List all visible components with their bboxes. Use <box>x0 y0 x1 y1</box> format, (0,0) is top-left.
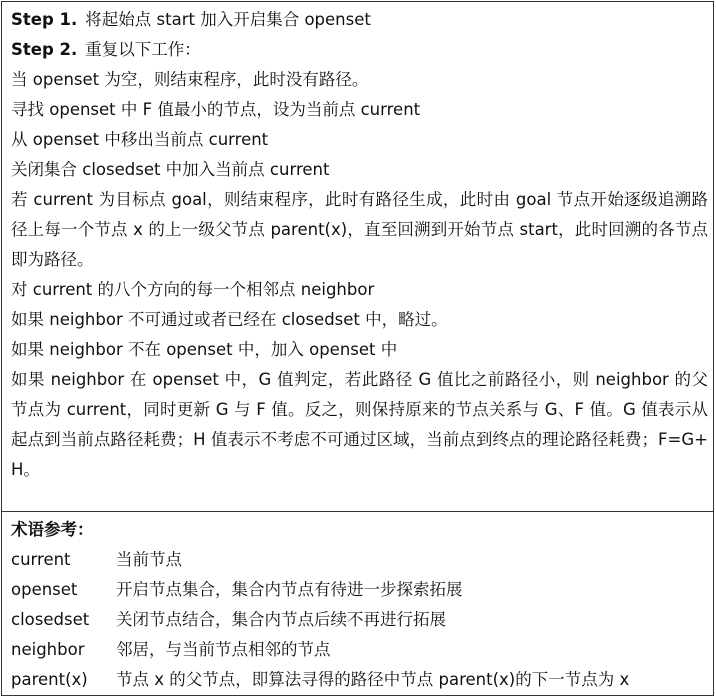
body-line-add-closedset: 关闭集合 closedset 中加入当前点 current <box>11 160 330 179</box>
term-definition: 开启节点集合，集合内节点有待进一步探索拓展 <box>116 580 463 599</box>
g-value-paragraph: 如果 neighbor 在 openset 中，G 值判定，若此路径 G 值比之前路径小，则 neighbor 的父节点为 current，同时更新 G 与 F 值。反之，则保持原来的节点关系与 G、F 值。G 值表示从起点到当前点路径耗费；H 值表示不考虑不可通过区域，当前点到终点的理论路径耗费；F=G+H。 <box>11 370 708 479</box>
term-row <box>11 545 708 575</box>
terms-section <box>11 515 708 695</box>
neighbor-line-add-openset: 如果 neighbor 不在 openset 中，加入 openset 中 <box>11 340 398 359</box>
term-key: openset <box>11 580 78 599</box>
term-key: neighbor <box>11 640 85 659</box>
term-key: closedset <box>11 610 90 629</box>
step-2-label: Step 2. <box>11 40 78 59</box>
term-row <box>11 635 708 665</box>
step-2-text: 重复以下工作： <box>85 40 201 59</box>
terms-title: 术语参考： <box>11 520 94 539</box>
term-definition: 邻居，与当前节点相邻的节点 <box>116 640 331 659</box>
term-definition: 关闭节点结合，集合内节点后续不再进行拓展 <box>116 610 446 629</box>
term-key: current <box>11 550 71 569</box>
step-1-text: 将起始点 start 加入开启集合 openset <box>85 10 371 29</box>
neighbor-line-loop: 对 current 的八个方向的每一个相邻点 neighbor <box>11 280 375 299</box>
term-definition: 节点 x 的父节点，即算法寻得的路径中节点 parent(x)的下一节点为 x <box>116 670 630 689</box>
term-row <box>11 575 708 605</box>
body-line-empty-openset: 当 openset 为空，则结束程序，此时没有路径。 <box>11 70 369 89</box>
step-1 <box>11 5 708 35</box>
body-line-remove-current: 从 openset 中移出当前点 current <box>11 130 269 149</box>
term-row <box>11 665 708 695</box>
table-divider <box>1 511 714 512</box>
algorithm-section <box>11 5 708 485</box>
step-1-label: Step 1. <box>11 10 78 29</box>
term-row <box>11 605 708 635</box>
term-definition: 当前节点 <box>116 550 182 569</box>
step-2 <box>11 35 708 65</box>
goal-paragraph: 若 current 为目标点 goal，则结束程序，此时有路径生成，此时由 goal 节点开始逐级追溯路径上每一个节点 x 的上一级父节点 parent(x)，直至回溯到开始节点 start，此时回溯的各节点即为路径。 <box>11 190 708 269</box>
body-line-find-min-f: 寻找 openset 中 F 值最小的节点，设为当前点 current <box>11 100 421 119</box>
neighbor-line-skip: 如果 neighbor 不可通过或者已经在 closedset 中，略过。 <box>11 310 448 329</box>
term-key: parent(x) <box>11 670 88 689</box>
